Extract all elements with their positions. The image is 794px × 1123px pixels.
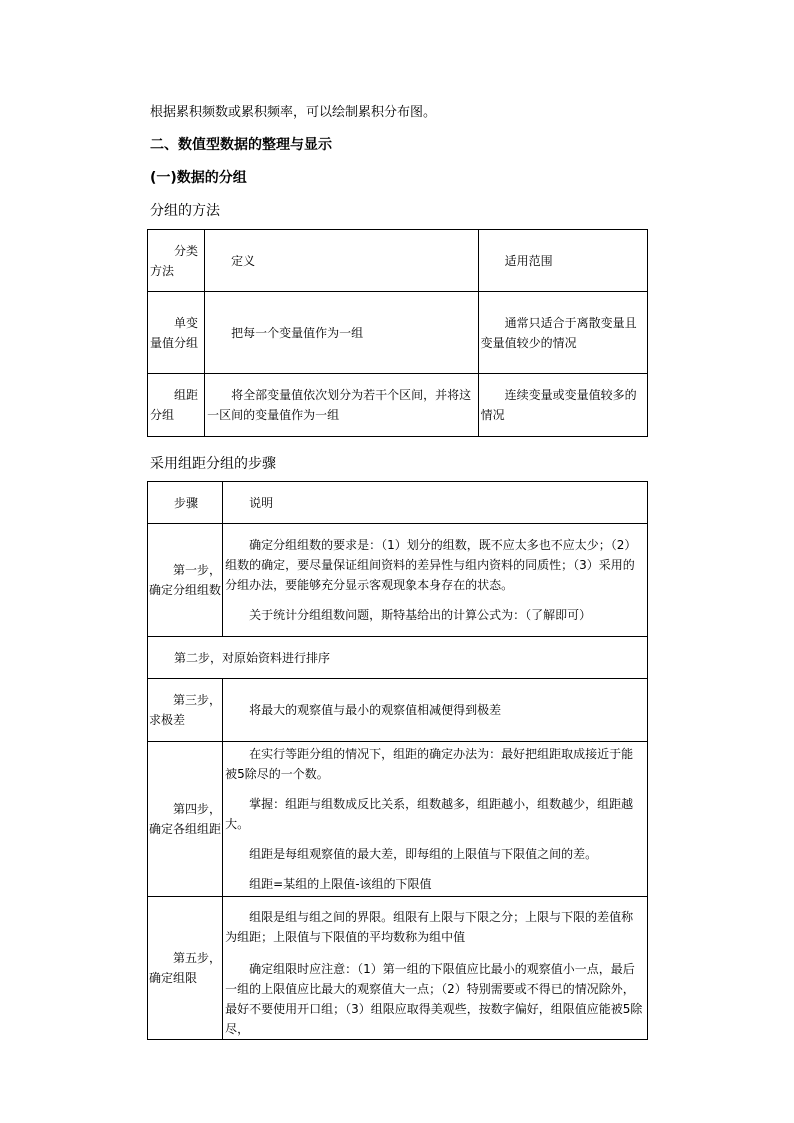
step2-cell [148,637,648,679]
scope-text: 通常只适合于离散变量且变量值较少的情况 [480,315,637,350]
table-header-row [148,230,648,292]
definition-text: 将全部变量值依次划分为若干个区间，并将这一区间的变量值作为一组 [207,388,472,422]
definition-cell [205,374,479,437]
method-cell [148,292,205,374]
table-row [148,637,648,679]
method-label: 单变量值分组 [150,315,199,350]
header-description: 说明 [249,495,274,510]
header-definition-cell [205,230,479,292]
table-row [148,374,648,437]
description-cell [223,679,648,742]
table-header-row [148,482,648,524]
method-cell [148,374,205,437]
grouping-steps-table [147,481,648,1040]
table-row [148,742,648,897]
method-label: 组距分组 [150,388,199,422]
step1-label: 第一步，确定分组组数 [149,563,222,597]
scope-cell [478,292,647,374]
step-cell [148,524,223,637]
table-row [148,524,648,637]
step4-paragraph: 组距是每组观察值的最大差，即每组的上限值与下限值之间的差。 [249,847,598,861]
step4-paragraph: 组距=某组的上限值-该组的下限值 [249,877,432,891]
step4-label: 第四步，确定各组组距 [149,802,222,836]
header-scope-cell [478,230,647,292]
subsection-title: (一)数据的分组 [150,170,247,186]
definition-cell [205,292,479,374]
header-scope: 适用范围 [504,253,553,268]
step3-paragraph: 将最大的观察值与最小的观察值相减便得到极差 [249,703,502,717]
step4-paragraph: 在实行等距分组的情况下，组距的确定办法为：最好把组距取成接近于能被5除尽的一个数。 [225,747,634,781]
step5-label: 第五步，确定组限 [149,951,222,985]
step5-paragraph: 确定组限时应注意：（1）第一组的下限值应比最小的观察值小一点，最后一组的上限值应比最大的观察值大一点；（2）特别需要或不得已的情况除外，最好不要使用开口组；（3）组限应取得美观些，按数字偏好，组限值应能被5除尽， [225,962,643,1036]
header-step-cell [148,482,223,524]
steps-caption: 采用组距分组的步骤 [150,456,276,472]
step-cell [148,897,223,1040]
table-row [148,292,648,374]
step1-paragraph: 关于统计分组组数问题，斯特基给出的计算公式为：（了解即可） [249,608,592,622]
header-step: 步骤 [174,495,199,510]
table-row [148,679,648,742]
header-method-cell [148,230,205,292]
grouping-methods-caption: 分组的方法 [150,203,220,219]
step4-paragraph: 掌握：组距与组数成反比关系，组数越多，组距越小，组数越少，组距越大。 [225,797,634,831]
header-description-cell [223,482,648,524]
step1-paragraph: 确定分组组数的要求是：（1）划分的组数，既不应太多也不应太少；（2）组数的确定，要尽量保证组间资料的差异性与组内资料的同质性；（3）采用的分组办法，要能够充分显示客观现象本身存在的状态。 [225,538,637,592]
scope-text: 连续变量或变量值较多的情况 [480,388,637,422]
description-cell [223,524,648,637]
description-cell [223,897,648,1040]
step-cell [148,742,223,897]
grouping-methods-table [147,229,648,437]
step5-paragraph: 组限是组与组之间的界限。组限有上限与下限之分；上限与下限的差值称为组距；上限值与下限值的平均数称为组中值 [225,910,634,944]
scope-cell [478,374,647,437]
definition-text: 把每一个变量值作为一组 [231,325,364,340]
table-row [148,897,648,1040]
intro-paragraph: 根据累积频数或累积频率，可以绘制累积分布图。 [150,105,437,120]
description-cell [223,742,648,897]
header-definition: 定义 [231,253,256,268]
step2-label: 第二步，对原始资料进行排序 [174,650,331,665]
step3-label: 第三步，求极差 [149,693,222,727]
section-title: 二、数值型数据的整理与显示 [150,137,332,153]
header-method: 分类方法 [150,243,199,278]
step-cell [148,679,223,742]
